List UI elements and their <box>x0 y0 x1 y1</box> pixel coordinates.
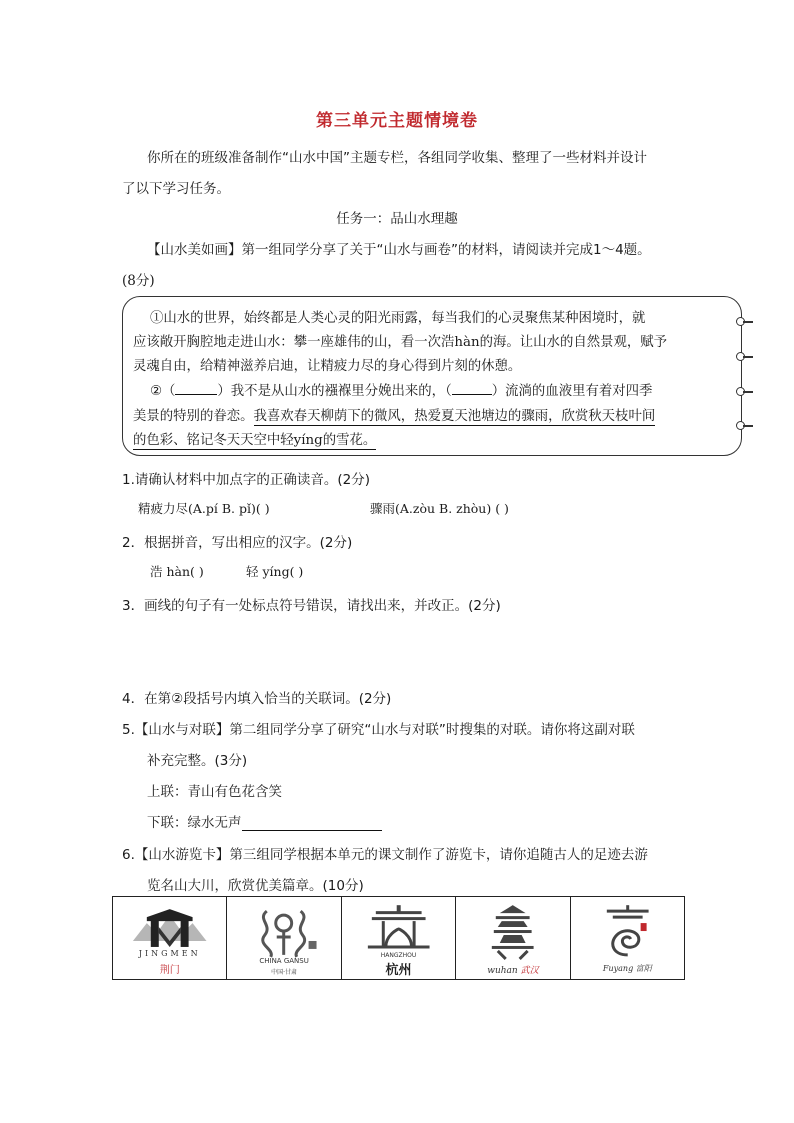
logo-jingmen <box>113 897 227 979</box>
intro-line-1: 你所在的班级准备制作“山水中国”主题专栏，各组同学收集、整理了一些材料并设计 <box>147 150 647 166</box>
question-2: 2．根据拼音，写出相应的汉字。(2分) <box>122 535 353 551</box>
question-6-line-1: 6.【山水游览卡】第三组同学根据本单元的课文制作了游览卡，请你追随古人的足迹去游 <box>122 847 648 863</box>
question-5-line-2: 补充完整。(3分) <box>147 753 248 769</box>
gansu-english: CHINA GANSU <box>259 957 309 965</box>
question-2-item-b: 轻 yíng( ) <box>246 564 304 579</box>
logo-hangzhou <box>342 897 456 979</box>
question-4: 4．在第②段括号内填入恰当的关联词。(2分) <box>122 691 392 707</box>
binder-ring-tail <box>743 321 753 323</box>
passage-p1-line-1: ①山水的世界，始终都是人类心灵的阳光雨露，每当我们的心灵聚焦某种困境时，就 <box>150 311 646 326</box>
conjunction-blank-1[interactable] <box>175 394 217 395</box>
passage-p2-end: ）流淌的血液里有着对四季 <box>491 384 653 399</box>
wuhan-chinese: 武汉 <box>520 966 539 976</box>
hangzhou-english: HANGZHOU <box>380 952 417 959</box>
jingmen-chinese: 荆门 <box>159 965 180 976</box>
passage-p2-line-2 <box>133 405 655 424</box>
gansu-chinese: 中国·甘肃 <box>271 969 298 976</box>
passage-p2-middle: ）我不是从山水的襁褓里分娩出来的，（ <box>217 384 452 399</box>
logo-gansu <box>227 897 341 979</box>
conjunction-blank-2[interactable] <box>452 394 492 395</box>
passage-p2-line-1 <box>150 380 652 399</box>
binder-ring-tail <box>743 391 753 393</box>
underlined-sentence-part-1: 我喜欢春天柳荫下的微风，热爱夏天池塘边的骤雨，欣赏秋天枝叶间 <box>253 409 656 424</box>
couplet-lower <box>147 811 382 831</box>
binder-ring-tail <box>743 425 753 427</box>
question-2-item-a: 浩 hàn( ) <box>150 564 204 579</box>
passage-p1-line-3: 灵魂自由，给精神滋养启迪，让精疲力尽的身心得到片刻的休憩。 <box>133 359 522 374</box>
question-5-line-1: 5.【山水与对联】第二组同学分享了研究“山水与对联”时搜集的对联。请你将这副对联 <box>122 722 635 738</box>
fuyang-chinese: 富阳 <box>635 964 652 973</box>
fuyang-caption <box>571 963 684 974</box>
wuhan-caption <box>456 963 569 976</box>
binder-ring-tail <box>743 356 753 358</box>
page-title: 第三单元主题情境卷 <box>316 111 478 131</box>
city-logo-strip <box>112 896 685 980</box>
task1-prompt-line-2: (8分) <box>122 273 155 289</box>
hangzhou-chinese: 杭州 <box>385 963 412 978</box>
fuyang-english: Fuyang <box>602 964 634 973</box>
passage-p2-open: ②（ <box>150 384 176 399</box>
couplet-upper: 上联：青山有色花含笑 <box>147 784 282 800</box>
passage-p2-line-3 <box>133 429 376 448</box>
passage-p1-line-2: 应该敞开胸腔地走进山水：攀一座雄伟的山，看一次浩hàn的海。让山水的自然景观，赋予 <box>133 335 668 350</box>
question-1-option-b: 骤雨(A.zòu B. zhòu) ( ) <box>370 501 509 516</box>
task1-prompt-line-1: 【山水美如画】第一组同学分享了关于“山水与画卷”的材料，请阅读并完成1～4题。 <box>147 242 651 258</box>
question-3: 3．画线的句子有一处标点符号错误，请找出来，并改正。(2分) <box>122 598 501 614</box>
logo-wuhan <box>456 897 570 979</box>
couplet-answer-blank[interactable] <box>242 816 382 831</box>
wuhan-english: wuhan <box>487 966 518 976</box>
jingmen-english: JINGMEN <box>138 949 201 958</box>
question-6-line-2: 览名山大川，欣赏优美篇章。(10分) <box>147 878 364 894</box>
task1-heading: 任务一：品山水理趣 <box>336 211 458 227</box>
question-1: 1.请确认材料中加点字的正确读音。(2分) <box>122 472 371 488</box>
intro-line-2: 了以下学习任务。 <box>122 181 230 197</box>
question-1-option-a: 精疲力尽(A.pí B. pǐ)( ) <box>138 501 270 516</box>
couplet-lower-text: 下联：绿水无声 <box>147 815 242 831</box>
passage-p2-line-2-plain: 美景的特别的眷恋。 <box>133 409 254 424</box>
underlined-sentence-part-2: 的色彩、铭记冬天天空中轻yíng的雪花。 <box>133 433 377 448</box>
logo-fuyang <box>571 897 684 979</box>
